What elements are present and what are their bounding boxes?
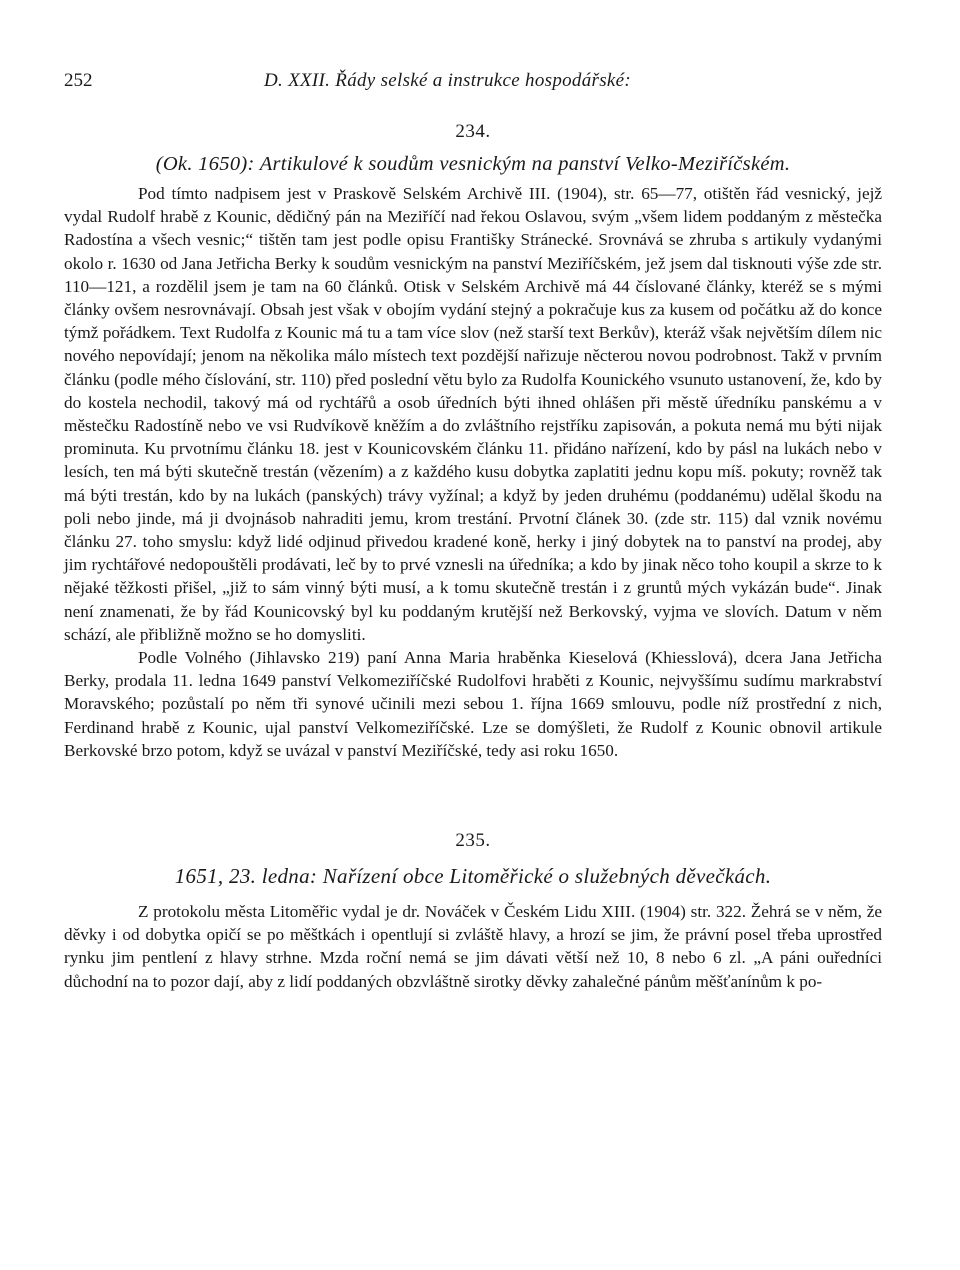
document-234-paragraph-1: Pod tímto nadpisem jest v Praskově Selském Archivě III. (1904), str. 65—77, otištěn řád vesnický, jejž vydal Rudolf hrabě z Kounic, dědičný pán na Meziříčí nad řekou Oslavou, svým „všem lidem poddaným z městečka Radostína a všech vesnic;“ tištěn tam jest podle opisu Františky Stránecké. Srovnává se zhruba s artikuly vydanými okolo r. 1630 od Jana Jetřicha Berky k soudům vesnickým na panství Meziříčském, jež jsem dal tisknouti výše zde str. 110—121, a rozdělil jsem je tam na 60 článků. Otisk v Selském Archivě má 44 číslované články, kteréž se s mými články ovšem nesrovnávají. Obsah jest však v obojím vydání stejný a pokračuje kus za kusem od počátku až do konce týmž pořádkem. Text Rudolfa z Kounic má tu a tam více slov (než starší text Berkův), kteráž však největším dílem nic nového nepovídají; jenom na několika málo místech text pozdější nařizuje něcterou novou podrobnost. Takž v prvním článku (podle mého číslování, str. 110) před poslední větu bylo za Rudolfa Kounického vsunuto ustanovení, že, kdo by do kostela nechodil, takový má od rychtářů a osob úředních býti ihned ohlášen při městě úředníku panskému a v městečku Radostíně nebo ve vsi Rudvíkově kněžím a do zvláštního rejstříku zapisován, a pokuta nemá mu býti nijak prominuta. Ku prvotnímu článku 18. jest v Kounicovském článku 11. přidáno nařízení, kdo by pásl na lukách nebo v lesích, ten má býti skutečně trestán (vězením) a z každého kusu dobytka zaplatiti jednu kopu míš. pokuty; rovněž tak má býti trestán, kdo by na lukách (panských) trávy vyžínal; a když by jeden druhému (poddanému) udělal škodu na poli nebo jinde, má ji dvojnásob nahraditi jemu, krom trestání. Prvotní článek 30. (zde str. 115) dal vznik novému článku 27. toho smyslu: když lidé odjinud přivedou kradené koně, herky i jiný dobytek na to panství na prodej, aby jim rychtářové nedopouštěli prodávati, leč by to prvé vznesli na úředníka; a kdo by jinak něco toho koupil a skrze to k nějaké těžkosti přišel, „již to sám vinný býti musí, a k tomu skutečně trestán i z gruntů mých vykázán bude“. Jinak není znamenati, že by řád Kounicovský byl ku poddaným krutější než Berkovský, vyjma ve slovích. Datum v něm schází, ale přibližně možno se ho domysliti. <box>64 184 882 644</box>
document-234-paragraph-2: Podle Volného (Jihlavsko 219) paní Anna Maria hraběnka Kieselová (Khiesslová), dcera Jana Jetřicha Berky, prodala 11. ledna 1649 panství Velkomeziříčské Rudolfovi hraběti z Kounic, nejvyššímu sudímu markrabství Moravského; pozůstalí po něm tři synové učinili mezi sebou 1. října 1669 smlouvu, podle níž prostřední z nich, Ferdinand hrabě z Kounic, ujal panství Velkomeziříčské. Lze se domýšleti, že Rudolf z Kounic obnovil artikule Berkovské brzo potom, když se uvázal v panství Meziříčské, tedy asi roku 1650. <box>64 648 882 760</box>
document-heading-235: 1651, 23. ledna: Nařízení obce Litoměřické o služebných děvečkách. <box>174 864 772 889</box>
document-heading-234: (Ok. 1650): Artikulové k soudům vesnickým na panství Velko-Meziříčském. <box>155 153 791 175</box>
document-number-234: 234. <box>455 121 491 142</box>
page <box>64 70 882 993</box>
document-235-paragraph-1: Z protokolu města Litoměřic vydal je dr. Nováček v Českém Lidu XIII. (1904) str. 322. Žehrá se v něm, že děvky i od dobytka opičí se po měštkách i opentlují si zvláště hlavy, a hrozí se jim, že právní posel třeba uprostřed rynku jim pentlení z hlavy strhne. Mzda roční nemá se jim dávati větší než 10, 8 nebo 6 zl. „A páni ouředníci důchodní na to pozor dají, aby z lidí poddaných obzvláštně sirotky děvky zahalečné pánům měšťanínům k po- <box>64 902 882 991</box>
running-head <box>64 70 882 94</box>
running-title: D. XXII. Řády selské a instrukce hospodářské: <box>264 70 632 91</box>
page-number: 252 <box>64 70 93 91</box>
document-number-235: 235. <box>455 830 491 852</box>
